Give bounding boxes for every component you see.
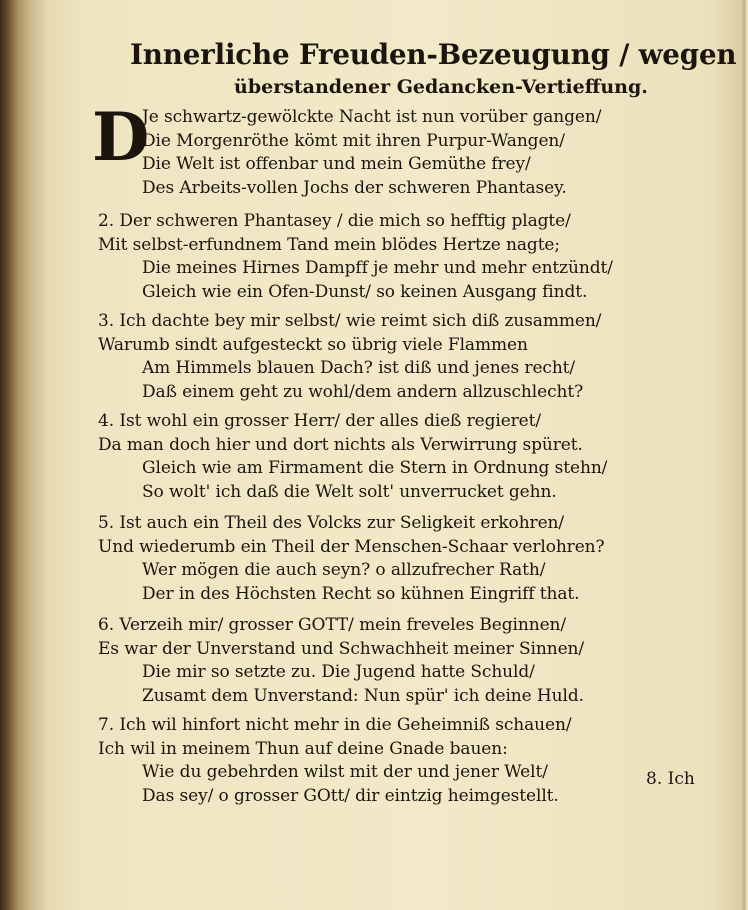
stanza-line: Die Welt ist offenbar und mein Gemüthe frey/ (142, 154, 531, 174)
stanza-7 (98, 714, 718, 808)
stanza-line: So wolt' ich daß die Welt solt' unverrucket gehn. (142, 481, 557, 502)
poem-title: Innerliche Freuden-Bezeugung / wegen (130, 38, 737, 71)
stanza-line: Zusamt dem Unverstand: Nun spür' ich deine Huld. (142, 685, 584, 706)
stanza-line: 4. Ist wohl ein grosser Herr/ der alles dieß regieret/ (98, 411, 542, 431)
poem-subtitle: überstandener Gedancken-Vertieffung. (234, 76, 648, 98)
stanza-line: Die Morgenröthe kömt mit ihren Purpur-Wangen/ (142, 130, 565, 151)
stanza-line: 5. Ist auch ein Theil des Volcks zur Seligkeit erkohren/ (98, 513, 565, 533)
stanza-line: Gleich wie ein Ofen-Dunst/ so keinen Ausgang findt. (142, 281, 588, 302)
stanza-3 (98, 310, 718, 404)
catchword: 8. Ich (646, 769, 695, 789)
stanza-4 (98, 410, 718, 504)
stanza-5 (98, 512, 718, 606)
stanza-line: Des Arbeits-vollen Jochs der schweren Phantasey. (142, 177, 567, 198)
stanza-1 (92, 98, 718, 200)
poem-text-block (92, 36, 737, 808)
stanza-line: Das sey/ o grosser GOtt/ dir eintzig heimgestellt. (142, 785, 559, 806)
page-edge (742, 0, 746, 910)
stanza-2 (98, 210, 718, 304)
stanza-line: 7. Ich wil hinfort nicht mehr in die Geheimniß schauen/ (98, 715, 572, 735)
stanza-line: Die meines Hirnes Dampff je mehr und mehr entzündt/ (142, 258, 613, 278)
stanza-line: Am Himmels blauen Dach? ist diß und jenes recht/ (142, 358, 576, 378)
stanza-line: Je schwartz-gewölckte Nacht ist nun vorüber gangen/ (142, 107, 602, 127)
drop-cap-initial: D (92, 98, 150, 176)
stanza-line: Es war der Unverstand und Schwachheit meiner Sinnen/ (98, 638, 585, 659)
stanza-line: Ich wil in meinem Thun auf deine Gnade bauen: (98, 738, 508, 759)
stanza-line: Wer mögen die auch seyn? o allzufrecher Rath/ (142, 560, 546, 580)
stanza-line: Gleich wie am Firmament die Stern in Ordnung stehn/ (142, 458, 608, 478)
stanza-line: Die mir so setzte zu. Die Jugend hatte Schuld/ (142, 662, 535, 682)
stanza-line: Daß einem geht zu wohl/dem andern allzuschlecht? (142, 381, 584, 402)
stanza-6 (98, 614, 718, 708)
stanza-line: Mit selbst-erfundnem Tand mein blödes Hertze nagte; (98, 234, 561, 255)
book-spine (0, 0, 30, 910)
stanza-line: 3. Ich dachte bey mir selbst/ wie reimt sich diß zusammen/ (98, 311, 602, 331)
stanza-line: 6. Verzeih mir/ grosser GOTT/ mein freveles Beginnen/ (98, 615, 567, 635)
stanza-line: Der in des Höchsten Recht so kühnen Eingriff that. (142, 583, 580, 604)
stanza-line: Da man doch hier und dort nichts als Verwirrung spüret. (98, 434, 583, 455)
stanza-line: Wie du gebehrden wilst mit der und jener Welt/ (142, 762, 548, 782)
stanza-line: Warumb sindt aufgesteckt so übrig viele Flammen (98, 334, 528, 355)
stanza-line: Und wiederumb ein Theil der Menschen-Schaar verlohren? (98, 536, 605, 557)
stanza-line: 2. Der schweren Phantasey / die mich so hefftig plagte/ (98, 211, 571, 231)
